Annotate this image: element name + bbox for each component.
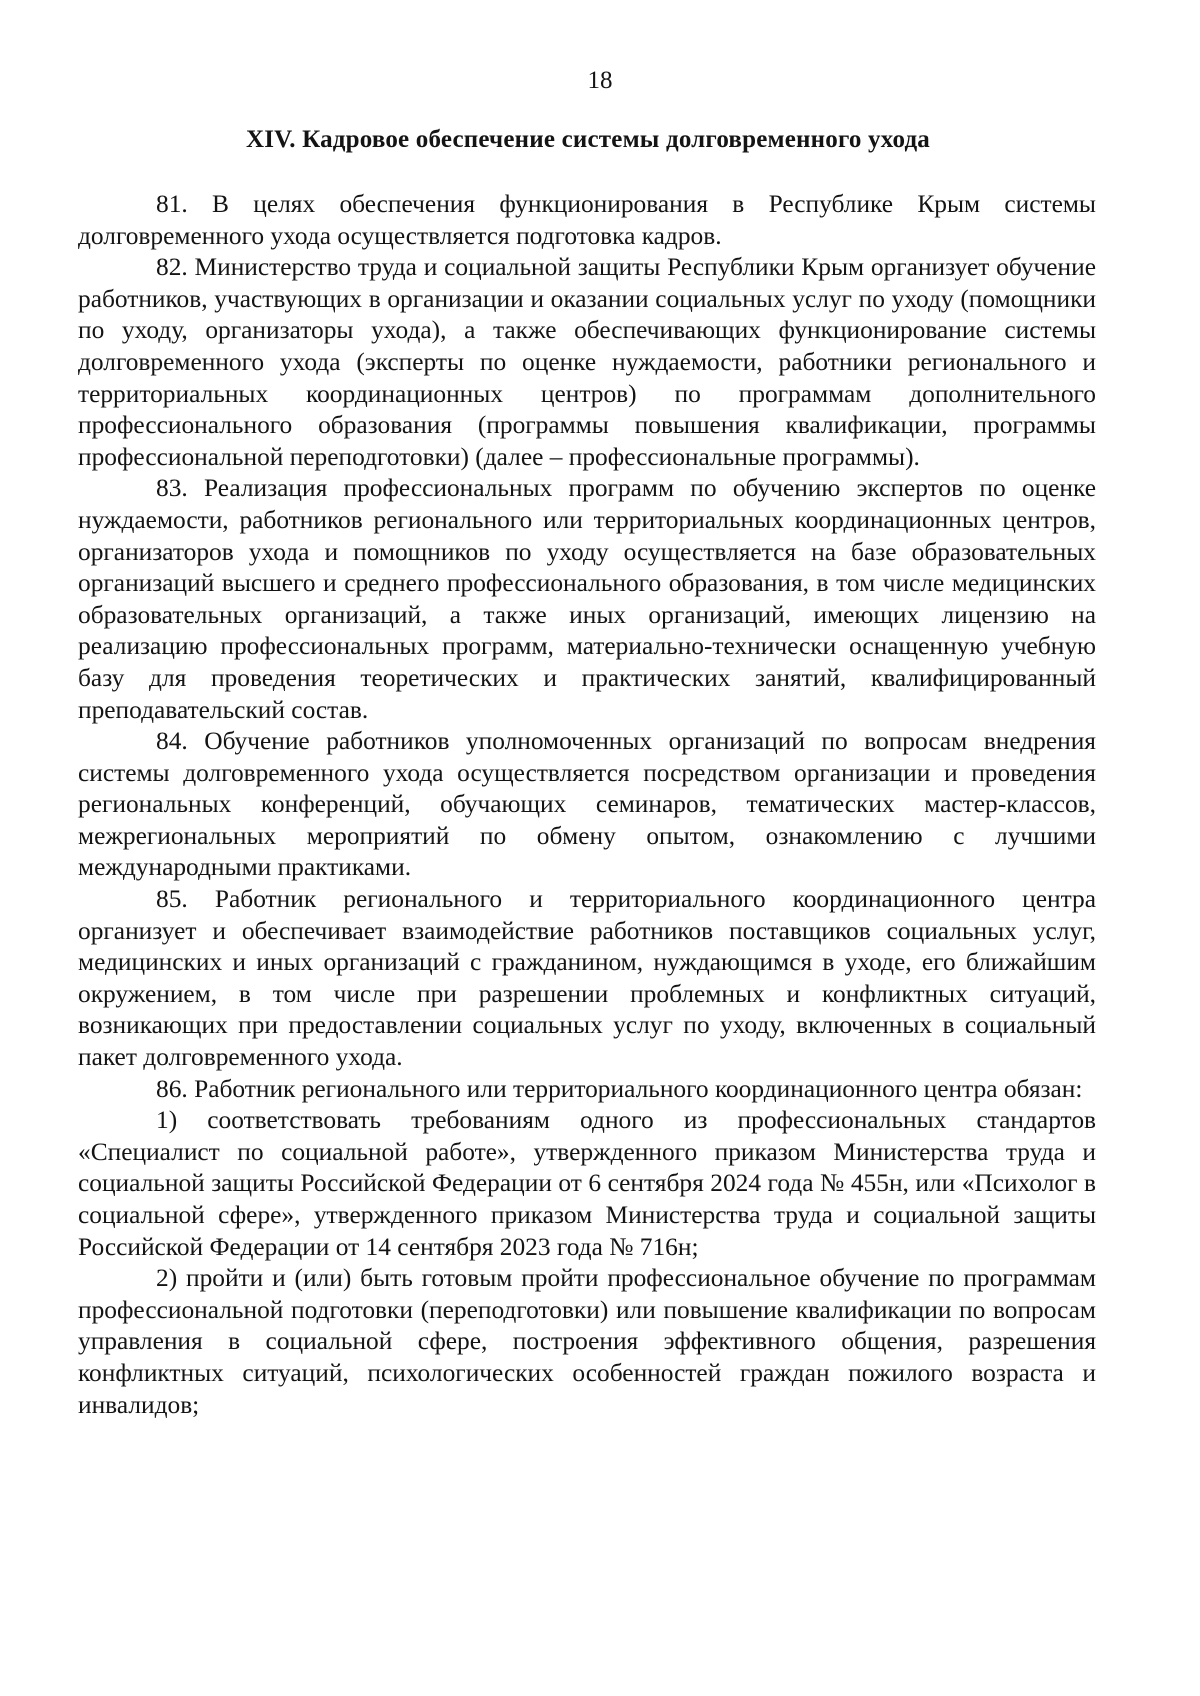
paragraph-86: 86. Работник регионального или территориального координационного центра обязан:	[156, 1074, 1083, 1103]
paragraph-83: 83. Реализация профессиональных программ по обучению экспертов по оценке нуждаемости, работников регионального или территориальных координационных центров, организаторов ухода и помощников по уходу осуществляется на базе образовательных организаций высшего и среднего профессионального образования, в том числе медицинских образовательных организаций, а также иных организаций, имеющих лицензию на реализацию профессиональных программ, материально-технически оснащенную учебную базу для проведения теоретических и практических занятий, квалифицированный преподавательский состав.	[78, 474, 1096, 724]
paragraph-85: 85. Работник регионального и территориального координационного центра организует и обеспечивает взаимодействие работников поставщиков социальных услуг, медицинских и иных организаций с гражданином, нуждающимся в уходе, его ближайшим окружением, в том числе при разрешении проблемных и конфликтных ситуаций, возникающих при предоставлении социальных услуг по уходу, включенных в социальный пакет долговременного ухода.	[78, 885, 1096, 1072]
paragraph-81: 81. В целях обеспечения функционирования в Республике Крым системы долговременного ухода осуществляется подготовка кадров.	[78, 190, 1096, 250]
paragraph-84: 84. Обучение работников уполномоченных организаций по вопросам внедрения системы долговременного ухода осуществляется посредством организации и проведения региональных конференций, обучающих семинаров, тематических мастер-классов, межрегиональных мероприятий по обмену опытом, ознакомлению с лучшими международными практиками.	[78, 727, 1096, 882]
list-item-1: 1) соответствовать требованиям одного из профессиональных стандартов «Специалист по социальной работе», утвержденного приказом Министерства труда и социальной защиты Российской Федерации от 6 сентября 2024 года № 455н, или «Психолог в социальной сфере», утвержденного приказом Министерства труда и социальной защиты Российской Федерации от 14 сентября 2023 года № 716н;	[78, 1106, 1096, 1261]
list-item-2: 2) пройти и (или) быть готовым пройти профессиональное обучение по программам профессиональной подготовки (переподготовки) или повышение квалификации по вопросам управления в социальной сфере, построения эффективного общения, разрешения конфликтных ситуаций, психологических особенностей граждан пожилого возраста и инвалидов;	[78, 1264, 1096, 1419]
paragraph-82: 82. Министерство труда и социальной защиты Республики Крым организует обучение работников, участвующих в организации и оказании социальных услуг по уходу (помощники по уходу, организаторы ухода), а также обеспечивающих функционирование системы долговременного ухода (эксперты по оценке нуждаемости, работники регионального и территориальных координационных центров) по программам дополнительного профессионального образования (программы повышения квалификации, программы профессиональной переподготовки) (далее – профессиональные программы).	[78, 253, 1096, 471]
document-body	[78, 189, 1096, 1421]
page-number: 18	[587, 67, 613, 94]
section-title: XIV. Кадровое обеспечение системы долговременного ухода	[245, 126, 931, 153]
